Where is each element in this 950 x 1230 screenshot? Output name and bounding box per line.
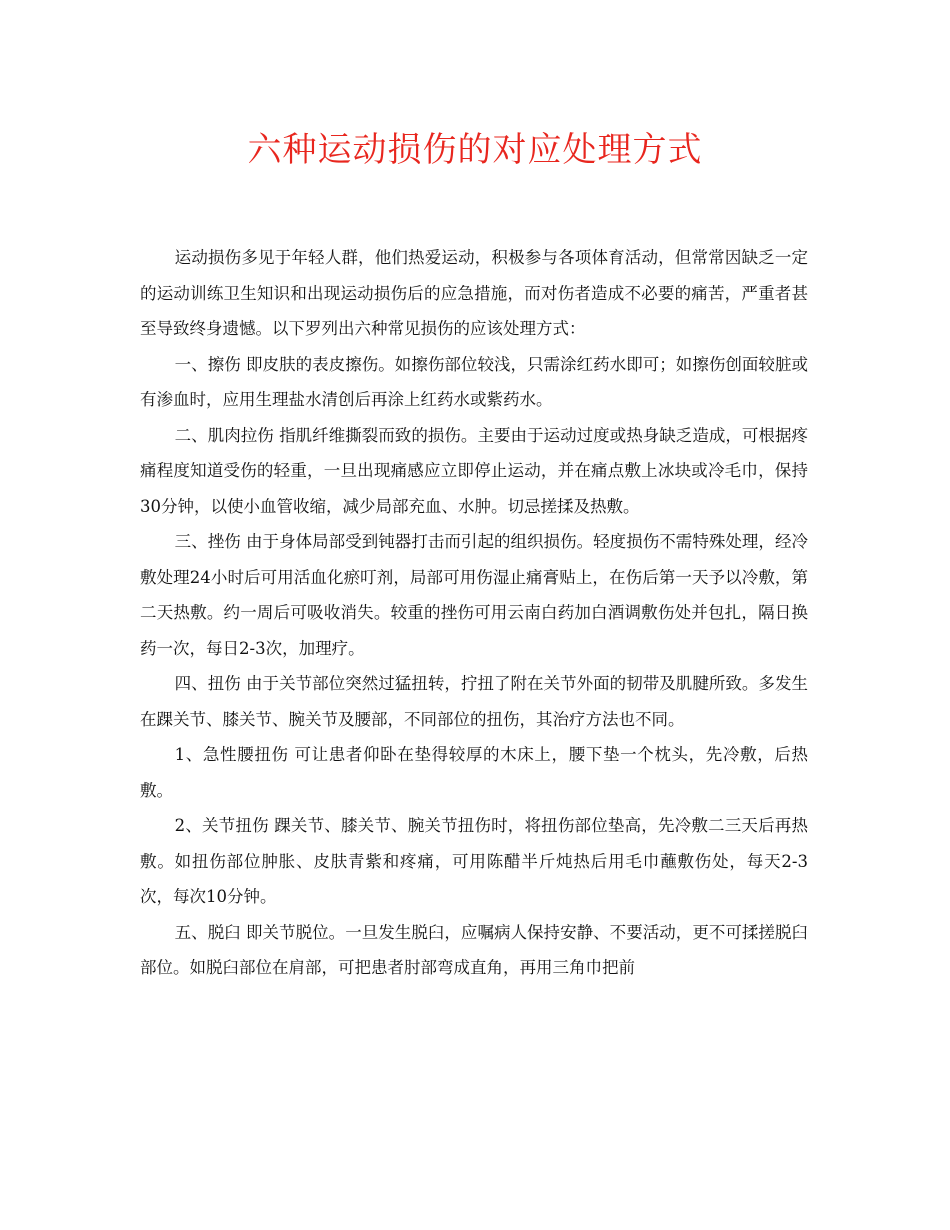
paragraph-intro: 运动损伤多见于年轻人群，他们热爱运动，积极参与各项体育活动，但常常因缺乏一定的运动训练卫生知识和出现运动损伤后的应急措施，而对伤者造成不必要的痛苦，严重者甚至导致终身遗憾。以下罗列出六种常见损伤的应该处理方式：	[140, 248, 808, 338]
paragraph-joint-sprain: 2、关节扭伤 踝关节、膝关节、腕关节扭伤时，将扭伤部位垫高，先冷敷二三天后再热敷。如扭伤部位肿胀、皮肤青紫和疼痛，可用陈醋半斤炖热后用毛巾蘸敷伤处，每天2-3次，每次10分钟。	[140, 816, 808, 906]
paragraph-abrasion: 一、擦伤 即皮肤的表皮擦伤。如擦伤部位较浅，只需涂红药水即可；如擦伤创面较脏或有渗血时，应用生理盐水清创后再涂上红药水或紫药水。	[140, 354, 808, 409]
paragraph-sprain: 四、扭伤 由于关节部位突然过猛扭转，拧扭了附在关节外面的韧带及肌腱所致。多发生在踝关节、膝关节、腕关节及腰部，不同部位的扭伤，其治疗方法也不同。	[140, 674, 808, 729]
paragraph-contusion: 三、挫伤 由于身体局部受到钝器打击而引起的组织损伤。轻度损伤不需特殊处理，经冷敷处理24小时后可用活血化瘀叮剂，局部可用伤湿止痛膏贴上，在伤后第一天予以冷敷，第二天热敷。约一周后可吸收消失。较重的挫伤可用云南白药加白酒调敷伤处并包扎，隔日换药一次，每日2-3次，加理疗。	[140, 532, 808, 658]
paragraph-acute-lumbar-sprain: 1、急性腰扭伤 可让患者仰卧在垫得较厚的木床上，腰下垫一个枕头，先冷敷，后热敷。	[140, 745, 808, 800]
paragraph-dislocation: 五、脱臼 即关节脱位。一旦发生脱臼，应嘱病人保持安静、不要活动，更不可揉搓脱臼部位。如脱臼部位在肩部，可把患者肘部弯成直角，再用三角巾把前	[140, 922, 808, 977]
document-body	[140, 240, 808, 986]
paragraph-muscle-strain: 二、肌肉拉伤 指肌纤维撕裂而致的损伤。主要由于运动过度或热身缺乏造成，可根据疼痛程度知道受伤的轻重，一旦出现痛感应立即停止运动，并在痛点敷上冰块或冷毛巾，保持30分钟，以使小血管收缩，减少局部充血、水肿。切忌搓揉及热敷。	[140, 425, 808, 516]
document-title: 六种运动损伤的对应处理方式	[247, 130, 703, 170]
